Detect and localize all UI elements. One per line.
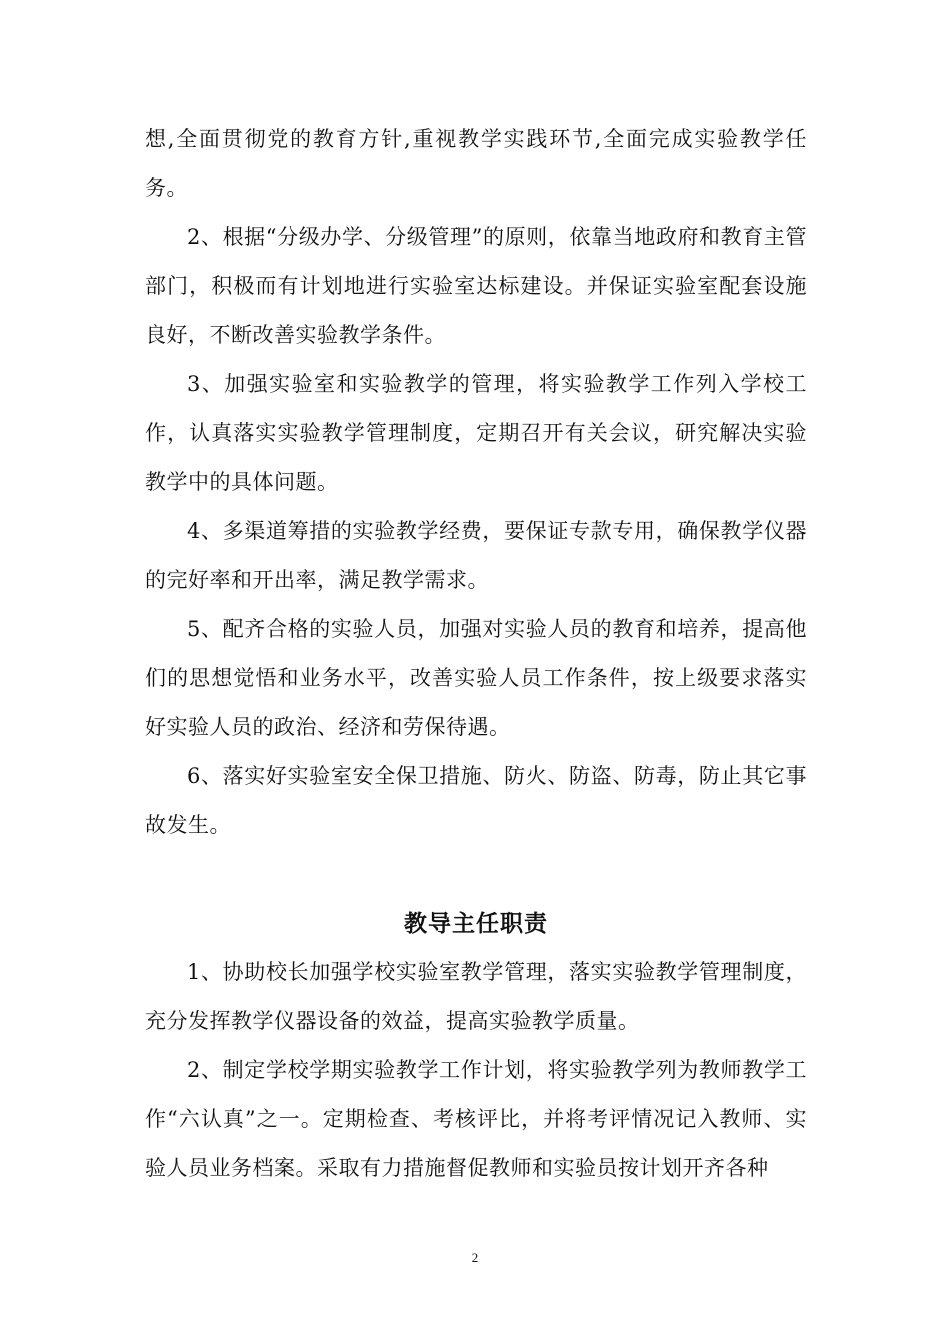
paragraph-item-5: 5、配齐合格的实验人员，加强对实验人员的教育和培养，提高他们的思想觉悟和业务水平，改善实验人员工作条件，按上级要求落实好实验人员的政治、经济和劳保待遇。: [145, 617, 807, 739]
paragraph-item-6: 6、落实好实验室安全保卫措施、防火、防盗、防毒，防止其它事故发生。: [145, 764, 807, 837]
paragraph-item-3: 3、加强实验室和实验教学的管理，将实验教学工作列入学校工作，认真落实实验教学管理制度，定期召开有关会议，研究解决实验教学中的具体问题。: [145, 372, 807, 494]
paragraph-item-4: 4、多渠道筹措的实验教学经费，要保证专款专用，确保教学仪器的完好率和开出率，满足教学需求。: [145, 519, 807, 592]
paragraph-continued: 想,全面贯彻党的教育方针,重视教学实践环节,全面完成实验教学任务。: [145, 127, 807, 200]
document-page: [145, 115, 807, 1193]
duty-item-2: 2、制定学校学期实验教学工作计划，将实验教学列为教师教学工作“六认真”之一。定期检查、考核评比，并将考评情况记入教师、实验人员业务档案。采取有力措施督促教师和实验员按计划开齐各种: [145, 1058, 807, 1180]
section-title: 教导主任职责: [404, 910, 548, 937]
page-number: 2: [471, 1250, 479, 1265]
duty-item-1: 1、协助校长加强学校实验室教学管理，落实实验教学管理制度，充分发挥教学仪器设备的效益，提高实验教学质量。: [145, 960, 807, 1033]
paragraph-item-2: 2、根据“分级办学、分级管理”的原则，依靠当地政府和教育主管部门，积极而有计划地进行实验室达标建设。并保证实验室配套设施良好，不断改善实验教学条件。: [145, 225, 807, 347]
